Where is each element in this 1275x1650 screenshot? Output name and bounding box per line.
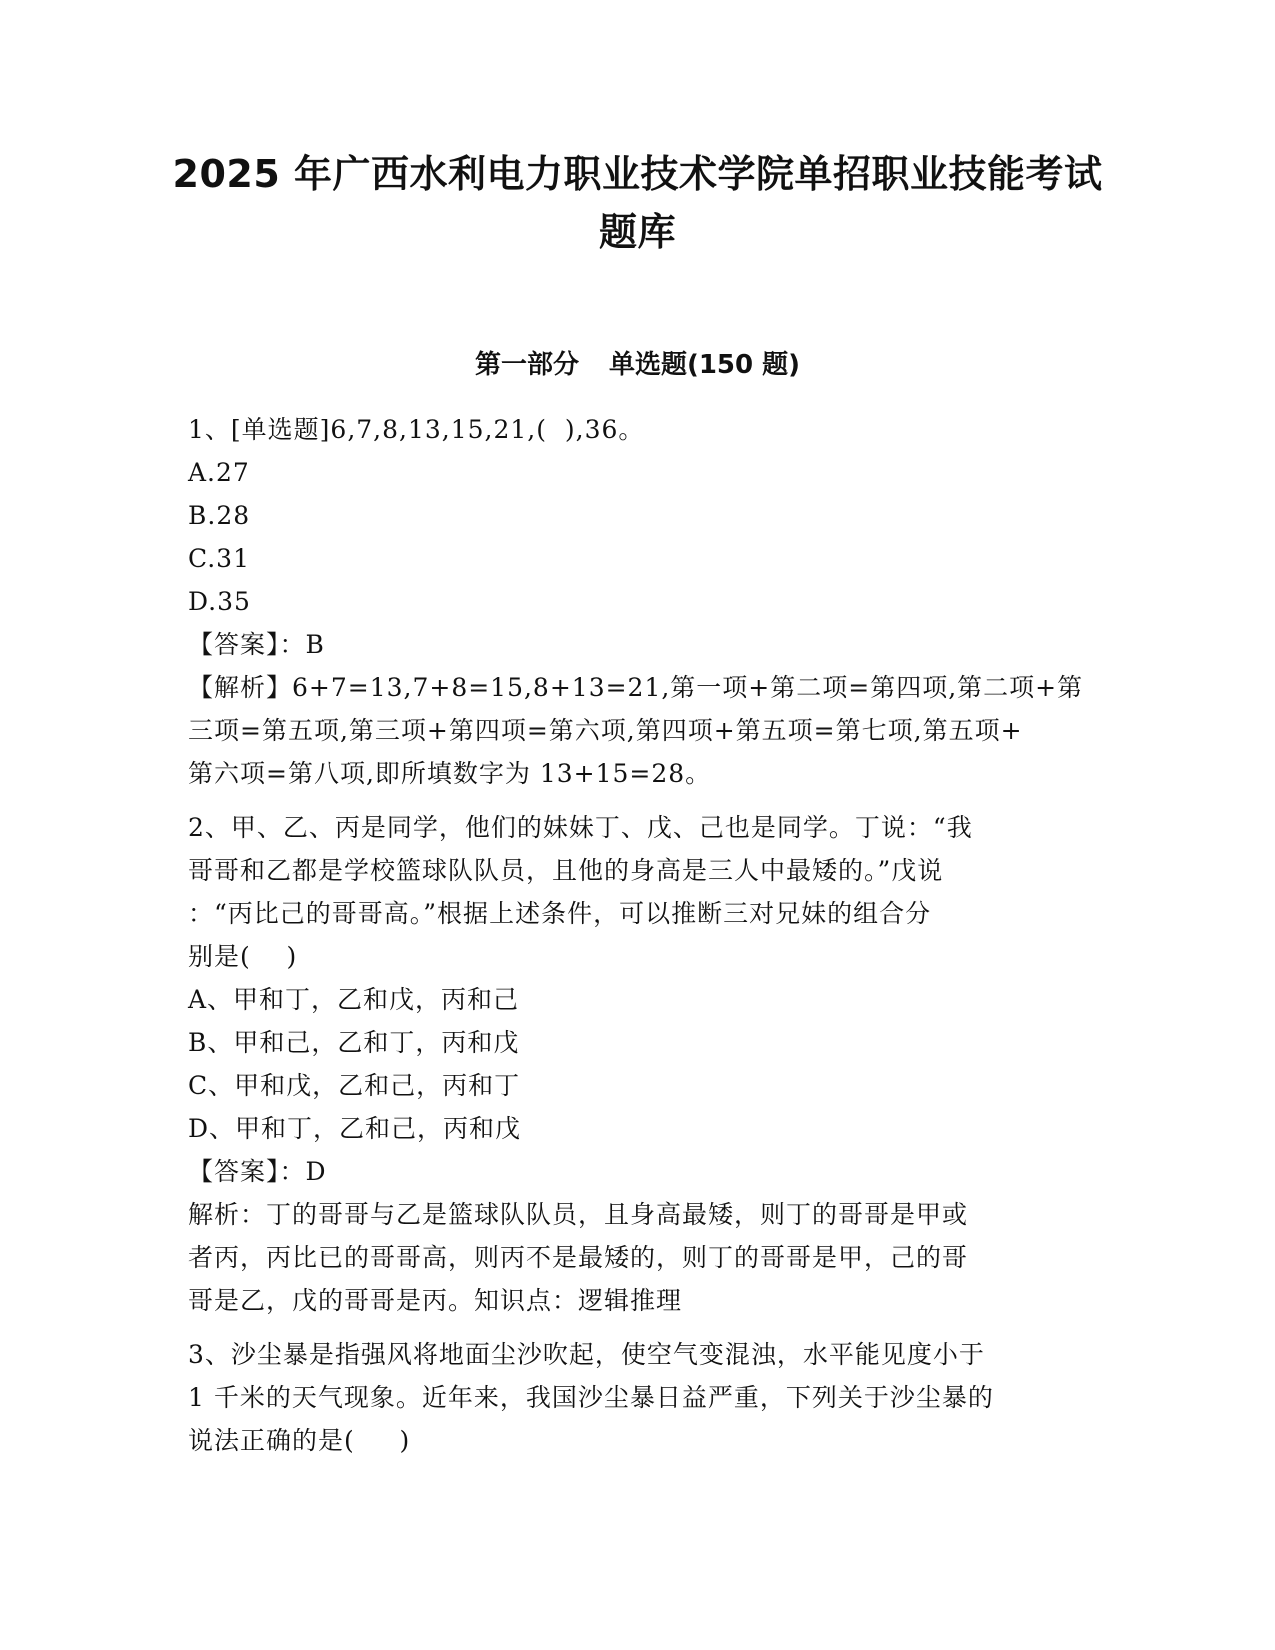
question-2-stem-line: ：“丙比己的哥哥高。”根据上述条件，可以推断三对兄妹的组合分 bbox=[188, 899, 932, 928]
question-2-option-c: C、甲和戊，乙和己，丙和丁 bbox=[188, 1071, 521, 1100]
question-2-option-b: B、甲和己，乙和丁，丙和戊 bbox=[188, 1028, 520, 1057]
question-1-analysis-line: 【解析】6+7=13,7+8=15,8+13=21,第一项+第二项=第四项,第二项+第 bbox=[188, 673, 1084, 702]
document-title-line-2: 题库 bbox=[598, 210, 676, 254]
question-1-option-d: D.35 bbox=[188, 587, 251, 616]
question-3-stem-line: 说法正确的是( ) bbox=[188, 1426, 411, 1455]
section-heading bbox=[150, 347, 1125, 383]
question-1-analysis-line: 三项=第五项,第三项+第四项=第六项,第四项+第五项=第七项,第五项+ bbox=[188, 716, 1023, 745]
question-1-answer: 【答案】：B bbox=[188, 630, 325, 659]
document-title-line-1: 2025 年广西水利电力职业技术学院单招职业技能考试 bbox=[172, 152, 1103, 196]
question-2-option-d: D、甲和丁，乙和己，丙和戊 bbox=[188, 1114, 522, 1143]
question-list bbox=[188, 408, 1088, 1473]
question-1-option-c: C.31 bbox=[188, 544, 250, 573]
question-2-analysis-line: 者丙，丙比已的哥哥高，则丙不是最矮的，则丁的哥哥是甲，己的哥 bbox=[188, 1243, 969, 1272]
section-heading-part: 第一部分 bbox=[474, 350, 579, 380]
question-1-analysis-line: 第六项=第八项,即所填数字为 13+15=28。 bbox=[188, 759, 712, 788]
question-2-option-a: A、甲和丁，乙和戊，丙和己 bbox=[188, 985, 520, 1014]
question-2-stem-line: 2、甲、乙、丙是同学，他们的妹妹丁、戊、己也是同学。丁说：“我 bbox=[188, 813, 973, 842]
question-2-answer: 【答案】：D bbox=[188, 1157, 327, 1186]
question-1-option-a: A.27 bbox=[188, 458, 250, 487]
question-2-analysis-line: 解析：丁的哥哥与乙是篮球队队员，且身高最矮，则丁的哥哥是甲或 bbox=[188, 1200, 969, 1229]
question-2 bbox=[188, 806, 1088, 1322]
question-1 bbox=[188, 408, 1088, 795]
question-3 bbox=[188, 1333, 1088, 1462]
question-2-stem-line: 别是( ) bbox=[188, 942, 298, 971]
question-1-option-b: B.28 bbox=[188, 501, 251, 530]
question-2-analysis-line: 哥是乙，戊的哥哥是丙。知识点：逻辑推理 bbox=[188, 1286, 683, 1315]
question-3-stem-line: 1 千米的天气现象。近年来，我国沙尘暴日益严重，下列关于沙尘暴的 bbox=[188, 1383, 994, 1412]
section-heading-type: 单选题(150 题) bbox=[608, 350, 801, 380]
question-2-stem-line: 哥哥和乙都是学校篮球队队员，且他的身高是三人中最矮的。”戊说 bbox=[188, 856, 944, 885]
question-3-stem-line: 3、沙尘暴是指强风将地面尘沙吹起，使空气变混浊，水平能见度小于 bbox=[188, 1340, 985, 1369]
question-1-stem: 1、[单选题]6,7,8,13,15,21,( ),36。 bbox=[188, 415, 645, 444]
